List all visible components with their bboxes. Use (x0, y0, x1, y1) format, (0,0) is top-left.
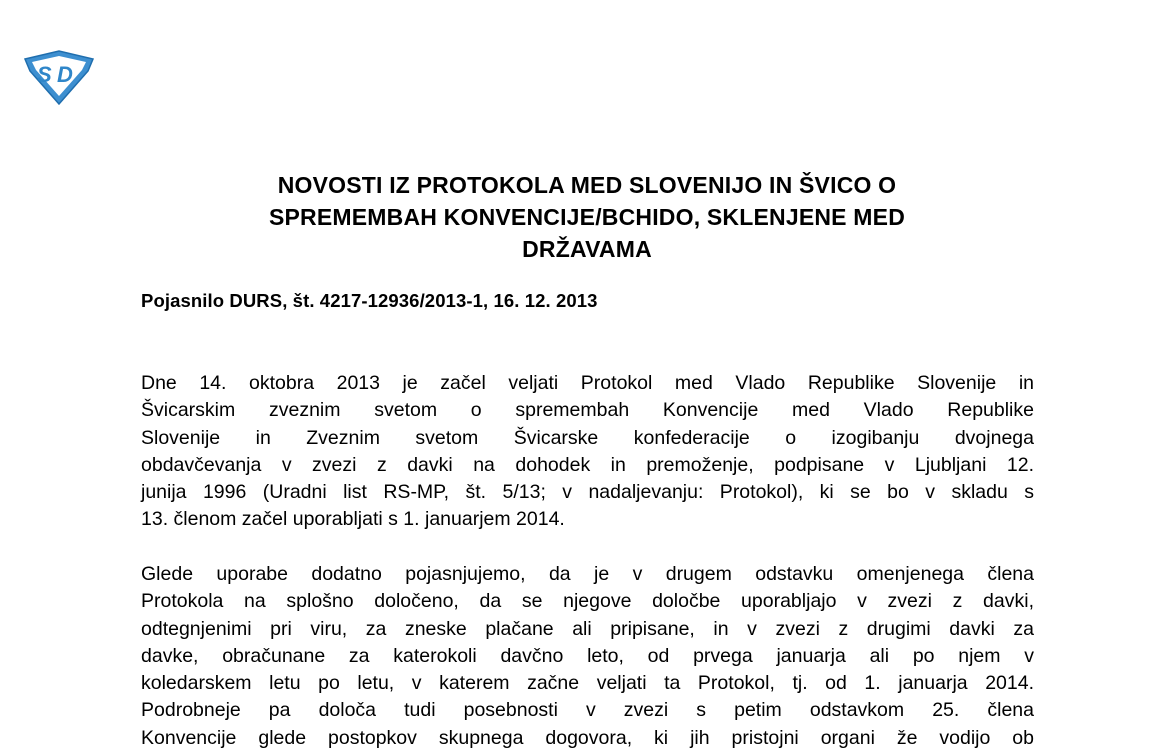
paragraph-line: Glede uporabe dodatno pojasnjujemo, da je v drugem odstavku omenjenega člena (141, 563, 1034, 585)
svg-text:S: S (37, 62, 52, 87)
paragraph-line: obdavčevanja v zvezi z davki na dohodek in premoženje, podpisane v Ljubljani 12. (141, 453, 1034, 476)
paragraph-line: odtegnjenimi pri viru, za zneske plačane ali pripisane, in v zvezi z drugimi davki za (141, 617, 1034, 640)
paragraph-line: 13. členom začel uporabljati s 1. januarjem 2014. (141, 508, 565, 531)
paragraph-line: Protokola na splošno določeno, da se njegove določbe uporabljajo v zvezi z davki, (141, 590, 1034, 613)
paragraph-2 (141, 561, 1034, 752)
sd-shield-logo-icon (22, 49, 96, 105)
paragraph-line: Dne 14. oktobra 2013 je začel veljati Protokol med Vlado Republike Slovenije in (141, 372, 1034, 394)
document-title (140, 169, 1034, 265)
paragraph-line: junija 1996 (Uradni list RS-MP, št. 5/13; v nadaljevanju: Protokol), ki se bo v skladu s (141, 481, 1034, 504)
paragraph-1 (141, 370, 1034, 534)
paragraph-line: Slovenije in Zveznim svetom Švicarske konfederacije o izogibanju dvojnega (141, 426, 1034, 449)
paragraph-line: Konvencije glede postopkov skupnega dogovora, ki jih pristojni organi že vodijo ob (141, 726, 1034, 749)
title-line-1: NOVOSTI IZ PROTOKOLA MED SLOVENIJO IN ŠVICO O (277, 172, 897, 198)
paragraph-line: davke, obračunane za katerokoli davčno leto, od prvega januarja ali po njem v (141, 644, 1034, 667)
title-line-3: DRŽAVAMA (522, 236, 652, 262)
paragraph-line: Švicarskim zveznim svetom o spremembah Konvencije med Vlado Republike (141, 399, 1034, 422)
document-subtitle: Pojasnilo DURS, št. 4217-12936/2013-1, 16. 12. 2013 (141, 290, 598, 311)
paragraph-line: Podrobneje pa določa tudi posebnosti v zvezi s petim odstavkom 25. člena (141, 699, 1034, 722)
svg-text:D: D (57, 62, 73, 87)
title-line-2: SPREMEMBAH KONVENCIJE/BCHIDO, SKLENJENE MED (268, 204, 906, 230)
paragraph-line: koledarskem letu po letu, v katerem začne veljati ta Protokol, tj. od 1. januarja 2014. (141, 672, 1034, 695)
